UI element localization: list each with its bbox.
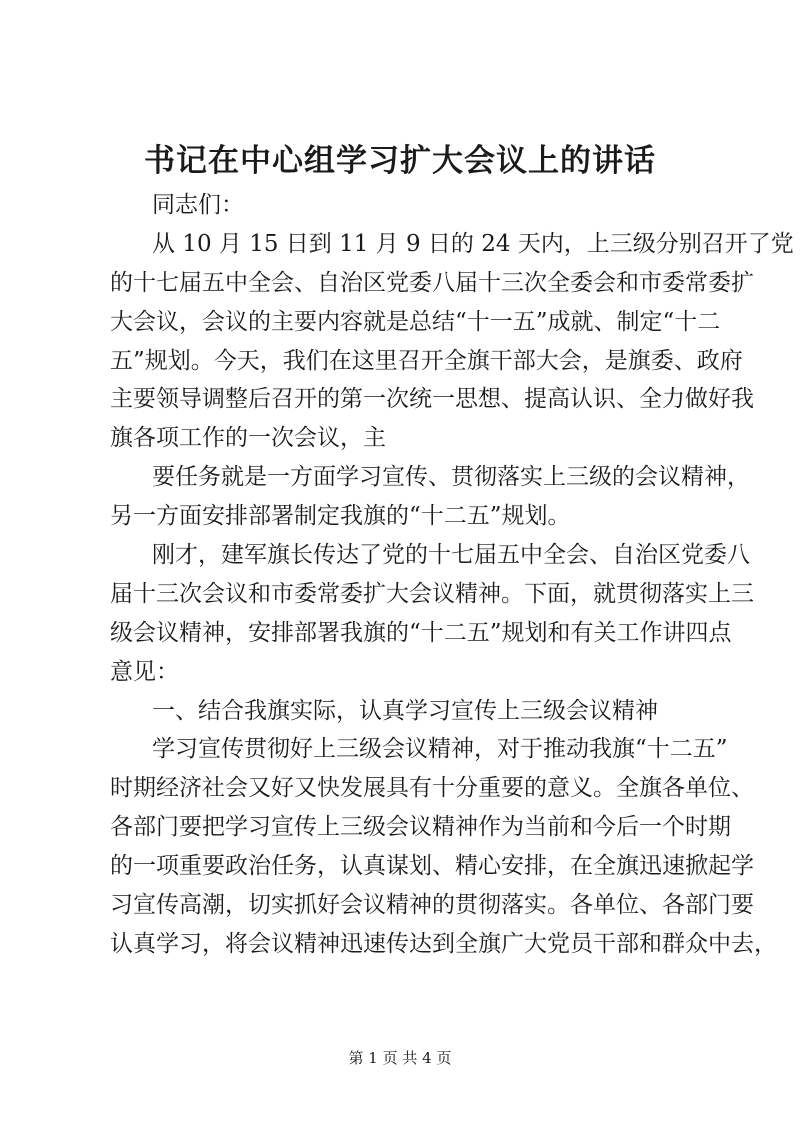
body-text-line: 级会议精神，安排部署我旗的“十二五”规划和有关工作讲四点	[110, 619, 732, 646]
body-text-line: 要任务就是一方面学习宣传、贯彻落实上三级的会议精神，	[152, 464, 750, 491]
body-text-line: 一、结合我旗实际，认真学习宣传上三级会议精神	[152, 697, 658, 724]
body-text-line: 的一项重要政治任务，认真谋划、精心安排，在全旗迅速掀起学	[110, 853, 754, 880]
body-text-line: 主要领导调整后召开的第一次统一思想、提高认识、全力做好我	[110, 386, 754, 413]
body-text-line: 的十七届五中全会、自治区党委八届十三次全委会和市委常委扩	[110, 269, 754, 296]
body-text-line: 时期经济社会又好又快发展具有十分重要的意义。全旗各单位、	[110, 775, 754, 802]
body-text-line: 各部门要把学习宣传上三级会议精神作为当前和今后一个时期	[110, 814, 731, 841]
body-text-line: 旗各项工作的一次会议，主	[110, 425, 386, 452]
body-text-line: 刚才，建军旗长传达了党的十七届五中全会、自治区党委八	[152, 542, 750, 569]
document-title: 书记在中心组学习扩大会议上的讲话	[144, 143, 656, 179]
body-text-line: 学习宣传贯彻好上三级会议精神，对于推动我旗“十二五”	[152, 736, 728, 763]
body-text-line: 同志们：	[152, 192, 244, 218]
document-body	[110, 186, 794, 964]
body-text-line: 大会议，会议的主要内容就是总结“十一五”成就、制定“十二	[110, 308, 721, 335]
page-footer: 第 1 页 共 4 页	[348, 1049, 452, 1067]
body-text-line: 意见：	[110, 658, 179, 685]
body-text-line: 习宣传高潮，切实抓好会议精神的贯彻落实。各单位、各部门要	[110, 892, 754, 919]
body-text-line: 另一方面安排部署制定我旗的“十二五”规划。	[110, 503, 571, 530]
body-text-line: 届十三次会议和市委常委扩大会议精神。下面，就贯彻落实上三	[110, 580, 754, 607]
body-text-line: 从 10 月 15 日到 11 月 9 日的 24 天内，上三级分别召开了党	[152, 230, 794, 257]
body-text-line: 五”规划。今天，我们在这里召开全旗干部大会，是旗委、政府	[110, 347, 743, 374]
body-text-line: 认真学习，将会议精神迅速传达到全旗广大党员干部和群众中去，	[110, 930, 777, 957]
